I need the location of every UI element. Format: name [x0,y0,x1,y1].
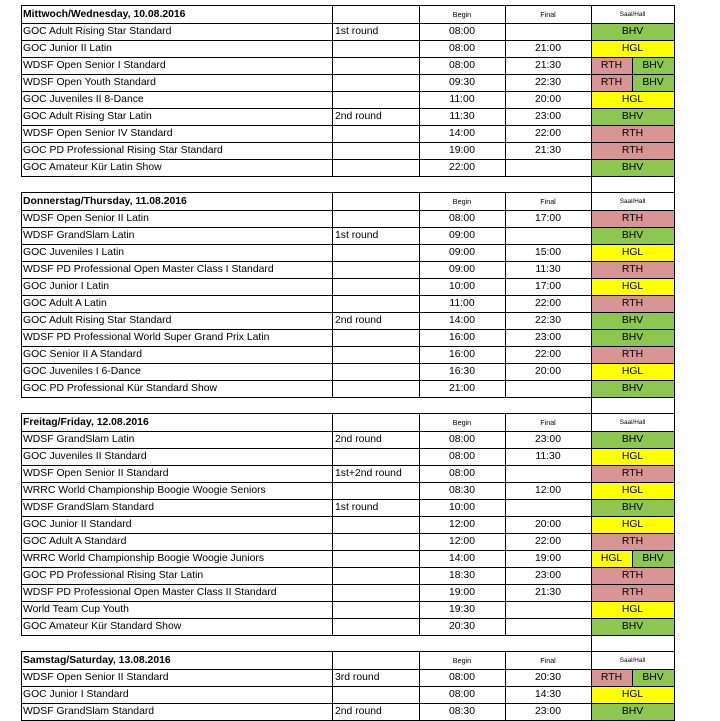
row-divider [21,635,674,636]
event-name: WDSF Open Senior II Latin [23,213,149,224]
hall-badge: HGL [591,551,632,567]
event-name: WDSF Open Senior II Standard [23,672,169,683]
final-time: 11:30 [535,451,561,462]
hall-divider [632,550,633,567]
begin-time: 08:00 [448,451,475,462]
day-header-row [21,414,674,431]
table-row [21,261,674,278]
hall-badge: HGL [591,687,674,703]
begin-time: 08:00 [448,672,475,683]
final-time: 21:30 [534,60,561,71]
final-time: 22:00 [534,128,561,139]
event-name: WDSF Open Senior II Standard [23,468,169,479]
hall-badge: RTH [591,262,674,278]
final-time: 22:30 [534,77,561,88]
table-row [21,159,674,176]
round-label: 1st round [335,230,379,241]
column-divider [21,651,22,721]
hall-column-header: Saal/Hall [619,419,646,426]
final-time: 17:00 [534,213,561,224]
begin-time: 14:00 [448,128,475,139]
begin-time: 09:00 [448,264,475,275]
final-time: 22:00 [534,298,561,309]
final-column-header: Final [540,10,556,19]
final-time: 20:00 [534,519,561,530]
column-divider [332,192,333,398]
day-title: Donnerstag/Thursday, 11.08.2016 [23,196,187,207]
final-time: 15:00 [534,247,561,258]
event-name: GOC Junior II Standard [23,519,132,530]
begin-time: 19:30 [448,604,475,615]
table-row [21,227,674,244]
event-name: GOC Adult Rising Star Standard [23,315,172,326]
hall-badge: RTH [591,126,674,142]
final-time: 22:00 [534,536,561,547]
hall-badge: HGL [591,483,674,499]
hall-badge: BHV [632,75,674,91]
hall-column-header: Saal/Hall [619,11,646,18]
begin-time: 08:30 [448,485,475,496]
column-divider [419,651,420,721]
hall-badge: RTH [591,670,632,686]
final-time: 14:30 [534,689,561,700]
hall-badge: BHV [591,500,674,516]
hall-badge: RTH [591,568,674,584]
begin-time: 08:00 [448,468,475,479]
day-title: Samstag/Saturday, 13.08.2016 [23,655,171,666]
begin-column-header: Begin [452,418,472,427]
event-name: GOC Adult Rising Star Standard [23,26,172,37]
column-divider [332,5,333,177]
begin-time: 08:00 [448,213,475,224]
hall-badge: RTH [591,211,674,227]
final-time: 21:30 [534,145,561,156]
table-row [21,465,674,482]
day-title: Mittwoch/Wednesday, 10.08.2016 [23,9,186,20]
hall-badge: RTH [591,466,674,482]
hall-badge: RTH [591,75,632,91]
begin-time: 18:30 [448,570,475,581]
event-name: GOC Amateur Kür Standard Show [23,621,182,632]
gap-divider [591,635,592,652]
table-row [21,601,674,618]
begin-time: 16:00 [448,332,475,343]
round-label: 1st round [335,502,379,513]
round-label: 2nd round [335,111,382,122]
column-divider [419,192,420,398]
event-name: WRRC World Championship Boogie Woogie Seniors [23,485,266,496]
final-time [505,618,591,635]
round-label: 2nd round [335,434,382,445]
begin-time: 09:00 [448,247,475,258]
final-time: 23:00 [534,434,561,445]
gap-divider [674,397,675,414]
begin-time: 12:00 [448,536,475,547]
column-divider [21,413,22,636]
table-row [21,57,674,74]
hall-badge: RTH [591,585,674,601]
final-column-header: Final [540,656,556,665]
table-row [21,431,674,448]
table-row [21,499,674,516]
final-time: 22:30 [534,315,561,326]
event-name: GOC PD Professional Rising Star Standard [23,145,223,156]
hall-badge: BHV [591,619,674,635]
column-divider [674,651,675,721]
event-name: WDSF GrandSlam Standard [23,706,155,717]
table-row [21,142,674,159]
round-label: 1st round [335,26,379,37]
final-time: 20:00 [534,366,561,377]
column-divider [419,413,420,636]
table-row [21,380,674,397]
hall-badge: BHV [591,432,674,448]
hall-badge: BHV [591,381,674,397]
begin-time: 10:00 [448,502,475,513]
event-name: GOC PD Professional Rising Star Latin [23,570,204,581]
hall-badge: HGL [591,517,674,533]
final-column-header: Final [540,197,556,206]
final-time: 21:30 [534,587,561,598]
table-row [21,108,674,125]
table-row [21,703,674,720]
hall-badge: RTH [591,347,674,363]
column-divider [505,413,506,636]
table-row [21,91,674,108]
column-divider [419,5,420,177]
table-row [21,669,674,686]
final-time [505,465,591,482]
final-time [505,499,591,516]
event-name: GOC Adult A Standard [23,536,127,547]
begin-column-header: Begin [452,656,472,665]
gap-divider [591,397,592,414]
day-title: Freitag/Friday, 12.08.2016 [23,417,149,428]
begin-time: 10:00 [448,281,475,292]
hall-badge: BHV [632,551,674,567]
event-name: GOC Adult Rising Star Latin [23,111,152,122]
final-time [505,23,591,40]
round-label: 3rd round [335,672,380,683]
row-divider [21,176,674,177]
table-row [21,125,674,142]
begin-time: 21:00 [448,383,475,394]
event-name: WDSF Open Senior IV Standard [23,128,173,139]
table-row [21,686,674,703]
final-time: 23:00 [534,111,561,122]
table-row [21,533,674,550]
round-label: 2nd round [335,706,382,717]
hall-badge: BHV [632,670,674,686]
begin-time: 11:30 [449,111,475,122]
table-row [21,329,674,346]
column-divider [505,192,506,398]
event-name: GOC Junior I Latin [23,281,110,292]
begin-column-header: Begin [452,10,472,19]
table-row [21,23,674,40]
event-name: GOC Juveniles II 8-Dance [23,94,144,105]
event-name: WDSF GrandSlam Standard [23,502,155,513]
column-divider [505,651,506,721]
begin-time: 20:30 [448,621,475,632]
column-divider [591,5,592,177]
hall-divider [632,57,633,74]
begin-time: 11:00 [449,94,475,105]
column-divider [591,192,592,398]
column-divider [591,413,592,636]
event-name: World Team Cup Youth [23,604,129,615]
begin-time: 08:00 [448,43,475,54]
hall-badge: HGL [591,364,674,380]
hall-badge: BHV [591,109,674,125]
event-name: WDSF Open Senior I Standard [23,60,166,71]
column-divider [591,651,592,721]
hall-badge: BHV [632,58,674,74]
begin-time: 08:00 [448,60,475,71]
hall-badge: BHV [591,24,674,40]
table-row [21,295,674,312]
event-name: GOC Junior II Latin [23,43,112,54]
table-row [21,567,674,584]
column-divider [674,192,675,398]
event-name: GOC Adult A Latin [23,298,107,309]
begin-time: 22:00 [448,162,475,173]
column-divider [332,651,333,721]
event-name: WDSF PD Professional Open Master Class II Standard [23,587,277,598]
day-header-row [21,193,674,210]
begin-time: 08:30 [448,706,475,717]
hall-divider [632,669,633,686]
final-time [505,601,591,618]
row-divider [21,397,674,398]
final-time: 20:30 [534,672,561,683]
table-row [21,516,674,533]
begin-column-header: Begin [452,197,472,206]
hall-badge: BHV [591,313,674,329]
round-label: 2nd round [335,315,382,326]
begin-time: 08:00 [448,434,475,445]
gap-divider [674,635,675,652]
event-name: WRRC World Championship Boogie Woogie Juniors [23,553,265,564]
table-row [21,482,674,499]
table-row [21,363,674,380]
event-name: GOC Senior II A Standard [23,349,142,360]
final-time [505,159,591,176]
column-divider [505,5,506,177]
final-time: 19:00 [534,553,561,564]
hall-badge: HGL [591,602,674,618]
event-name: GOC Amateur Kür Latin Show [23,162,162,173]
table-row [21,346,674,363]
gap-divider [674,176,675,193]
table-row [21,210,674,227]
final-time: 11:30 [535,264,561,275]
final-time: 21:00 [534,43,561,54]
table-row [21,584,674,601]
event-name: WDSF GrandSlam Latin [23,434,135,445]
final-time: 23:00 [534,706,561,717]
final-time: 22:00 [534,349,561,360]
day-header-row [21,652,674,669]
begin-time: 19:00 [448,587,475,598]
final-time: 12:00 [534,485,561,496]
begin-time: 16:30 [448,366,475,377]
hall-badge: RTH [591,143,674,159]
day-header-row [21,6,674,23]
hall-badge: BHV [591,330,674,346]
column-divider [21,5,22,177]
begin-time: 12:00 [448,519,475,530]
table-row [21,312,674,329]
column-divider [332,413,333,636]
table-row [21,74,674,91]
column-divider [674,413,675,636]
event-name: GOC Junior I Standard [23,689,129,700]
final-time: 23:00 [534,570,561,581]
event-name: GOC Juveniles I Latin [23,247,125,258]
begin-time: 09:00 [448,230,475,241]
table-row [21,244,674,261]
table-row [21,448,674,465]
begin-time: 16:00 [448,349,475,360]
begin-time: 08:00 [448,26,475,37]
hall-badge: HGL [591,245,674,261]
table-row [21,40,674,57]
final-column-header: Final [540,418,556,427]
gap-divider [591,176,592,193]
begin-time: 11:00 [449,298,475,309]
final-time: 20:00 [534,94,561,105]
begin-time: 14:00 [448,315,475,326]
event-name: WDSF GrandSlam Latin [23,230,135,241]
event-name: GOC PD Professional Kür Standard Show [23,383,218,394]
event-name: WDSF PD Professional World Super Grand Prix Latin [23,332,270,343]
table-row [21,618,674,635]
column-divider [21,192,22,398]
final-time [505,380,591,397]
hall-badge: BHV [591,228,674,244]
hall-badge: RTH [591,534,674,550]
begin-time: 14:00 [448,553,475,564]
event-name: GOC Juveniles II Standard [23,451,147,462]
hall-badge: HGL [591,449,674,465]
event-name: GOC Juveniles I 6-Dance [23,366,141,377]
event-name: WDSF Open Youth Standard [23,77,156,88]
round-label: 1st+2nd round [335,468,402,479]
begin-time: 09:30 [448,77,475,88]
final-time [505,227,591,244]
hall-badge: BHV [591,160,674,176]
hall-badge: RTH [591,58,632,74]
table-row [21,278,674,295]
final-time: 17:00 [534,281,561,292]
hall-divider [632,74,633,91]
hall-badge: HGL [591,279,674,295]
event-name: WDSF PD Professional Open Master Class I Standard [23,264,274,275]
table-row [21,550,674,567]
final-time: 23:00 [534,332,561,343]
begin-time: 08:00 [448,689,475,700]
begin-time: 19:00 [448,145,475,156]
hall-badge: RTH [591,296,674,312]
hall-column-header: Saal/Hall [619,198,646,205]
hall-badge: BHV [591,704,674,720]
column-divider [674,5,675,177]
hall-column-header: Saal/Hall [619,657,646,664]
hall-badge: HGL [591,41,674,57]
hall-badge: HGL [591,92,674,108]
